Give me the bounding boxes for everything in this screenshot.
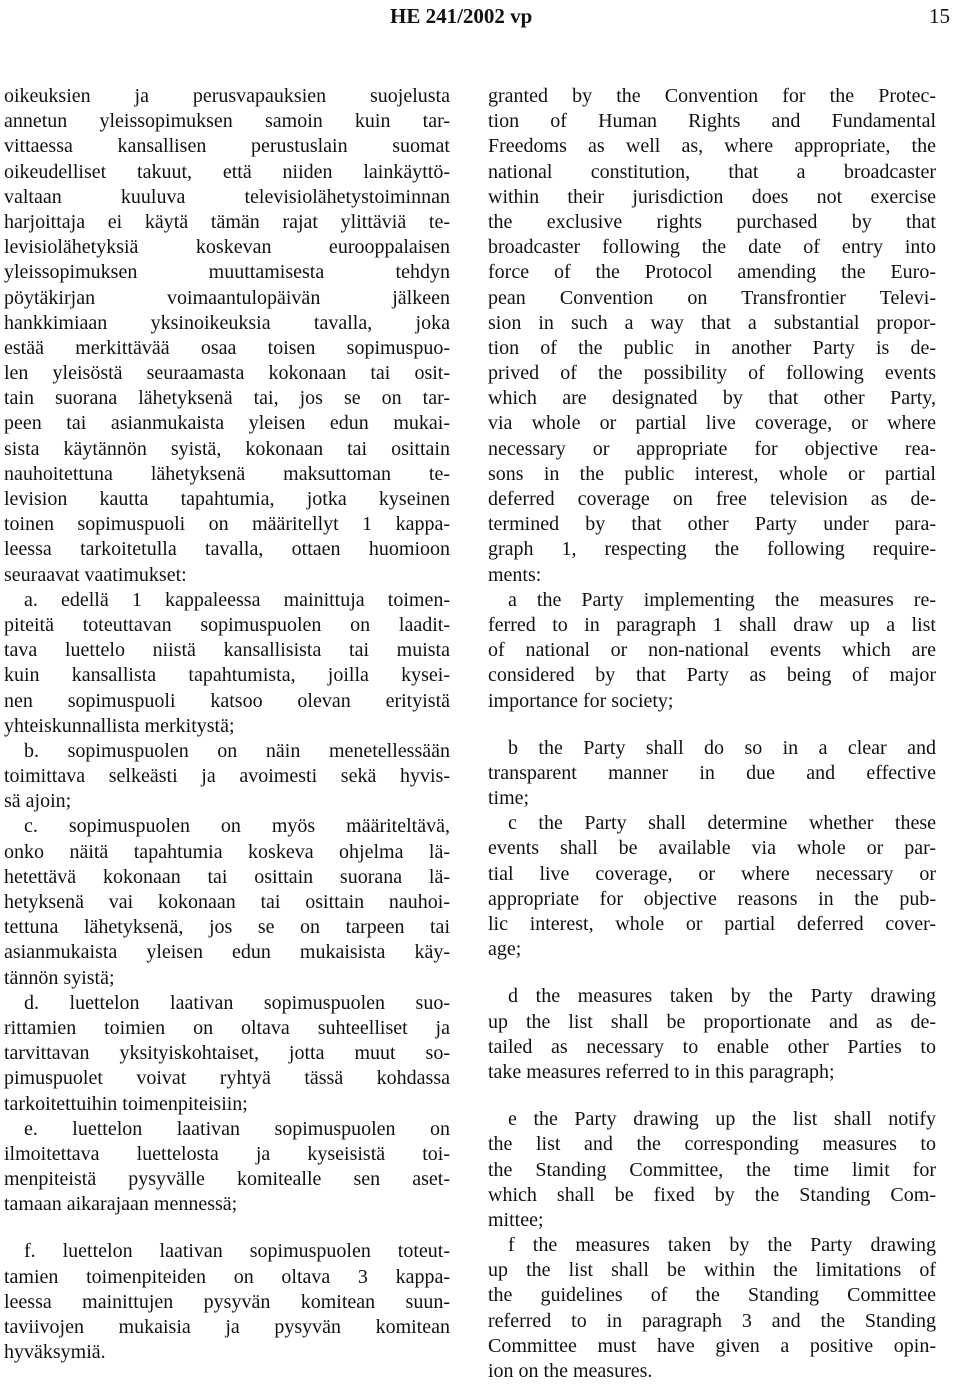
finnish-text-line: leessa tarkoitetulla tavalla, ottaen huomioon [4,538,450,561]
english-text-line: which are designated by that other Party, [488,387,936,410]
finnish-text-line: pöytäkirjan voimaantulopäivän jälkeen [4,286,450,309]
english-text-line: e the Party drawing up the list shall notify [508,1108,936,1131]
english-text-line: national constitution, that a broadcaster [488,160,936,183]
finnish-text-line: a. edellä 1 kappaleessa mainittuja toimen- [24,588,450,611]
english-text-line: the Standing Committee, the time limit for [488,1158,936,1181]
english-text-line: pean Convention on Transfrontier Televi- [488,286,936,309]
finnish-text-line: tain suorana lähetyksenä tai, jos se on tar- [4,387,450,410]
finnish-text-line: tava luettelo niistä kansallisista tai muista [4,639,450,662]
finnish-text-line: nauhoitettuna lähetyksenä maksuttoman te- [4,462,450,485]
finnish-text-line: piteitä toteuttavan sopimuspuolen on laadit- [4,613,450,636]
finnish-text-line: estää merkittävää osaa toisen sopimuspuo- [4,336,450,359]
english-text-line: granted by the Convention for the Protec- [488,85,936,107]
english-text-line: prived of the possibility of following events [488,362,936,385]
finnish-text-line: taviivojen mukaisia ja pysyvän komitean [4,1316,450,1338]
english-text-line: ments: [488,563,542,586]
english-text-line: tailed as necessary to enable other Parties to [488,1035,936,1058]
document-id: HE 241/2002 vp [390,4,533,28]
finnish-text-line: pimuspuolet voivat ryhtyä tässä kohdassa [4,1067,450,1090]
finnish-text-line: c. sopimuspuolen on myös määriteltävä, [24,815,450,838]
finnish-text-line: e. luettelon laativan sopimuspuolen on [24,1117,450,1140]
finnish-text-line: tettuna lähetyksenä, jos se on tarpeen tai [4,916,450,939]
english-text-column [488,84,936,1384]
finnish-text-line: oikeuksien ja perusvapauksien suojelusta [4,85,450,107]
finnish-text-line: d. luettelon laativan sopimuspuolen suo- [24,991,450,1014]
finnish-text-line: menpiteistä pysyvälle komitealle sen aset- [4,1168,450,1191]
english-text-line: events shall be available via whole or par- [488,837,936,860]
finnish-text-line: yhteiskunnallista merkitystä; [4,714,235,737]
finnish-text-line: tamaan aikarajaan mennessä; [4,1193,238,1216]
english-text-line: tial live coverage, or where necessary or [488,862,936,885]
finnish-text-line: oikeudelliset takuut, että niiden lainkäyttö- [4,160,450,183]
english-text-line: necessary or appropriate for objective rea- [488,437,936,460]
finnish-text-line: yleissopimuksen muuttamisesta tehdyn [4,261,450,284]
paragraph-gap [488,1085,936,1107]
english-text-line: mittee; [488,1208,544,1231]
english-text-line: appropriate for objective reasons in the pub- [488,887,936,910]
english-text-line: referred to in paragraph 3 and the Standing [488,1309,936,1332]
english-text-line: up the list shall be within the limitations of [488,1259,936,1282]
finnish-text-line: levision kautta tapahtumia, jotka kyseinen [4,488,450,510]
paragraph-gap [488,962,936,984]
english-text-line: the exclusive rights purchased by that [488,210,936,233]
finnish-text-line: tännön syistä; [4,966,115,989]
english-text-line: transparent manner in due and effective [488,761,936,784]
finnish-text-line: leessa mainittujen pysyvän komitean suun- [4,1290,450,1313]
finnish-text-line: toinen sopimuspuoli on määritellyt 1 kappa- [4,513,450,536]
english-text-line: force of the Protocol amending the Euro- [488,261,936,284]
finnish-text-column [4,84,450,1365]
finnish-text-line: vittaessa kansallisen perustuslain suomat [4,135,450,158]
finnish-text-line: hankkimiaan yksinoikeuksia tavalla, joka [4,311,450,334]
finnish-text-line: tamien toimenpiteiden on oltava 3 kappa- [4,1265,450,1288]
english-text-line: the list and the corresponding measures to [488,1133,936,1156]
english-text-line: Committee must have given a positive opin- [488,1334,936,1357]
finnish-text-line: hyväksymiä. [4,1341,106,1364]
finnish-text-line: sista käytännön syistä, kokonaan tai osittain [4,437,450,460]
english-text-line: tion of the public in another Party is de- [488,336,936,359]
finnish-text-line: hetyksenä vai kokonaan tai osittain nauhoi- [4,891,450,913]
english-text-line: c the Party shall determine whether these [508,812,936,835]
english-text-line: considered by that Party as being of major [488,664,936,687]
english-text-line: a the Party implementing the measures re- [508,588,936,611]
page-number: 15 [929,4,950,28]
english-text-line: via whole or partial live coverage, or where [488,412,936,435]
finnish-text-line: toimittava selkeästi ja avoimesti sekä hyvis- [4,765,450,788]
finnish-text-line: peen tai asianmukaista yleisen edun mukai- [4,412,450,435]
finnish-text-line: b. sopimuspuolen on näin menetellessään [24,739,450,762]
english-text-line: time; [488,787,530,810]
english-text-line: broadcaster following the date of entry into [488,236,936,259]
finnish-text-line: annetun yleissopimuksen samoin kuin tar- [4,110,450,133]
english-text-line: take measures referred to in this paragraph; [488,1060,835,1083]
english-text-line: Freedoms as well as, where appropriate, the [488,135,936,158]
english-text-line: ferred to in paragraph 1 shall draw up a list [488,613,936,636]
page-header [0,4,960,32]
english-text-line: up the list shall be proportionate and as de- [488,1010,936,1033]
finnish-text-line: tarvittavan yksityiskohtaiset, jotta muut so- [4,1042,450,1065]
english-text-line: which shall be fixed by the Standing Com- [488,1183,936,1206]
english-text-line: importance for society; [488,689,674,712]
finnish-text-line: sä ajoin; [4,790,72,813]
english-text-line: graph 1, respecting the following require- [488,538,936,561]
finnish-text-line: harjoittaja ei käytä tämän rajat ylittäviä te- [4,210,450,233]
finnish-text-line: onko näitä tapahtumia koskeva ohjelma lä- [4,840,450,863]
finnish-text-line: nen sopimuspuoli katsoo olevan erityistä [4,689,450,712]
finnish-text-line: levisiolähetyksiä koskevan eurooppalaisen [4,236,450,259]
english-text-line: within their jurisdiction does not exercise [488,185,936,208]
english-text-line: d the measures taken by the Party drawing [508,985,936,1008]
finnish-text-line: hetettävä kokonaan tai osittain suorana lä- [4,865,450,888]
finnish-text-line: rittamien toimien on oltava suhteelliset ja [4,1016,450,1039]
english-text-line: b the Party shall do so in a clear and [508,736,936,759]
finnish-text-line: valtaan kuuluva televisiolähetystoiminnan [4,185,450,208]
finnish-text-line: len yleisöstä seuraamasta kokonaan tai osit- [4,362,450,385]
english-text-line: lic interest, whole or partial deferred cover- [488,913,936,935]
paragraph-gap [488,714,936,736]
english-text-line: the guidelines of the Standing Committee [488,1284,936,1307]
paragraph-gap [4,1217,450,1239]
english-text-line: sion in such a way that a substantial propor- [488,311,936,334]
finnish-text-line: seuraavat vaatimukset: [4,563,187,586]
english-text-line: sons in the public interest, whole or partial [488,462,936,485]
finnish-text-line: f. luettelon laativan sopimuspuolen toteut- [24,1240,450,1263]
english-text-line: termined by that other Party under para- [488,513,936,536]
finnish-text-line: asianmukaista yleisen edun mukaisista käy- [4,941,450,964]
english-text-line: f the measures taken by the Party drawing [508,1234,936,1257]
english-text-line: ion on the measures. [488,1360,653,1382]
finnish-text-line: tarkoitettuihin toimenpiteisiin; [4,1092,248,1115]
finnish-text-line: kuin kansallista tapahtumista, joilla kysei- [4,664,450,687]
english-text-line: of national or non-national events which are [488,639,936,662]
english-text-line: deferred coverage on free television as de- [488,488,936,510]
english-text-line: tion of Human Rights and Fundamental [488,110,936,133]
english-text-line: age; [488,938,522,961]
finnish-text-line: ilmoitettava luettelosta ja kyseisistä toi- [4,1142,450,1165]
